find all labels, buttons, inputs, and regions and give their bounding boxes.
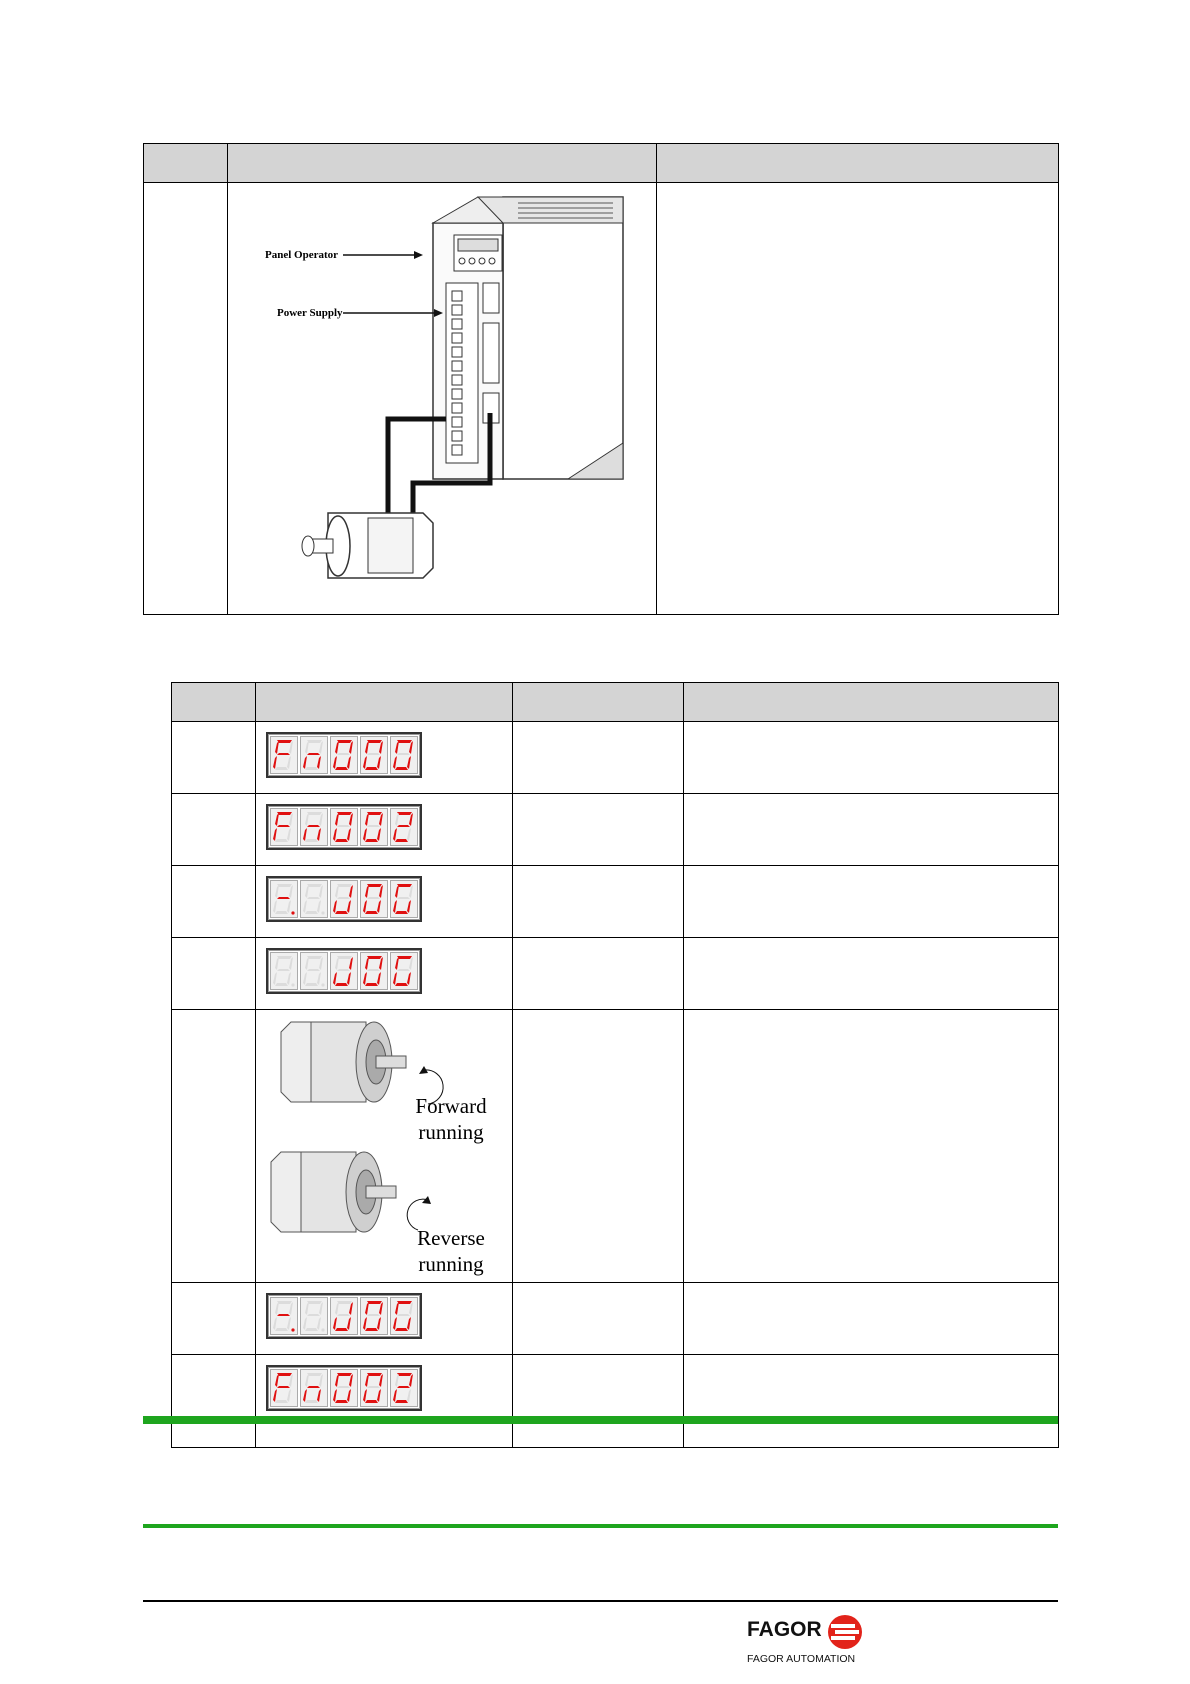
led-segment	[333, 1317, 337, 1330]
led-segment	[337, 825, 350, 827]
led-segment	[305, 911, 318, 914]
led-digit	[300, 952, 328, 990]
description-cell	[684, 938, 1059, 1010]
led-segment	[347, 756, 351, 769]
led-segment	[303, 1389, 307, 1402]
forward-running-caption-line2: running	[418, 1120, 484, 1144]
led-digit	[330, 880, 358, 918]
forward-running-caption-line1: Forward	[415, 1094, 487, 1118]
led-digit	[270, 808, 298, 846]
led-segment	[363, 828, 367, 841]
led-segment	[275, 1374, 279, 1387]
led-segment	[273, 756, 277, 769]
led-decimal-point	[291, 911, 294, 914]
led-segment	[277, 956, 292, 959]
led-digit	[330, 1297, 358, 1335]
led-segment	[287, 1317, 291, 1330]
led-segment	[363, 756, 367, 769]
table-row	[172, 794, 1059, 866]
led-segment	[347, 828, 351, 841]
panel-operator-label: Panel Operator	[265, 249, 339, 261]
led-segment	[337, 884, 352, 887]
led-segment	[337, 956, 352, 959]
jog-steps-table	[171, 682, 1059, 1448]
led-segment	[337, 1301, 352, 1304]
led-segment	[275, 911, 288, 914]
led-segment	[305, 885, 309, 898]
led-segment	[275, 813, 279, 826]
description-cell	[684, 1010, 1059, 1283]
led-segment	[273, 1317, 277, 1330]
table-row	[172, 1010, 1059, 1283]
led-segment	[305, 1328, 318, 1331]
connection-table	[143, 143, 1059, 615]
led-segment	[397, 884, 412, 887]
description-cell	[684, 866, 1059, 938]
led-segment	[307, 897, 320, 899]
led-segment	[287, 900, 291, 913]
led-segment	[393, 972, 397, 985]
led-segment	[377, 1317, 381, 1330]
led-digit	[330, 952, 358, 990]
led-segment	[407, 972, 411, 985]
led-segment	[335, 957, 339, 970]
step-cell	[172, 1283, 256, 1355]
led-segment	[347, 1389, 351, 1402]
led-segment	[367, 825, 380, 827]
led-segment	[397, 897, 410, 899]
led-segment	[395, 1374, 399, 1387]
led-segment	[307, 812, 322, 815]
led-segment	[363, 972, 367, 985]
led-segment	[287, 1389, 291, 1402]
header-cell	[684, 683, 1059, 722]
led-segment	[395, 767, 408, 770]
led-segment	[307, 956, 322, 959]
led-decimal-point	[321, 983, 324, 986]
led-segment	[365, 741, 369, 754]
led-segment	[393, 756, 397, 769]
led-segment	[365, 1374, 369, 1387]
led-digit	[360, 880, 388, 918]
led-segment	[337, 753, 350, 755]
led-segment	[275, 983, 288, 986]
description-cell	[684, 794, 1059, 866]
led-segment	[307, 969, 320, 971]
led-segment	[337, 740, 352, 743]
led-segment	[277, 1301, 292, 1304]
green-divider-bottom	[143, 1524, 1058, 1528]
led-digit	[390, 1297, 418, 1335]
led-segment	[365, 1400, 378, 1403]
led-segment	[395, 983, 408, 986]
led-segment	[393, 900, 397, 913]
led-segment	[335, 885, 339, 898]
led-display	[266, 804, 422, 850]
led-segment	[333, 756, 337, 769]
led-digit	[360, 1297, 388, 1335]
led-digit	[330, 736, 358, 774]
key-cell	[513, 794, 684, 866]
led-display	[266, 948, 422, 994]
led-segment	[277, 825, 290, 827]
led-segment	[367, 884, 382, 887]
led-segment	[363, 1317, 367, 1330]
led-segment	[307, 825, 320, 827]
led-segment	[397, 1373, 412, 1376]
led-segment	[307, 740, 322, 743]
table-row	[172, 866, 1059, 938]
led-segment	[273, 828, 277, 841]
led-segment	[407, 900, 411, 913]
fagor-mark-icon	[827, 1614, 863, 1650]
led-decimal-point	[291, 983, 294, 986]
description-cell	[684, 722, 1059, 794]
led-digit	[300, 1297, 328, 1335]
description-cell	[684, 1283, 1059, 1355]
led-segment	[317, 900, 321, 913]
display-cell	[256, 866, 513, 938]
led-segment	[307, 884, 322, 887]
led-segment	[397, 812, 412, 815]
led-segment	[333, 828, 337, 841]
led-digit	[270, 1297, 298, 1335]
led-segment	[397, 1314, 410, 1316]
header-cell	[144, 144, 228, 183]
servo-drive-diagram	[228, 183, 657, 614]
led-segment	[393, 828, 397, 841]
reverse-running-caption-line1: Reverse	[417, 1226, 485, 1250]
fagor-logo	[745, 1610, 865, 1672]
led-display	[266, 1365, 422, 1411]
led-segment	[397, 753, 410, 755]
led-segment	[367, 1386, 380, 1388]
key-cell	[513, 1283, 684, 1355]
led-segment	[365, 813, 369, 826]
led-segment	[335, 1400, 348, 1403]
led-segment	[335, 1374, 339, 1387]
led-segment	[363, 1389, 367, 1402]
step-cell	[172, 1355, 256, 1448]
led-segment	[393, 1317, 397, 1330]
led-segment	[335, 1328, 348, 1331]
led-segment	[307, 1314, 320, 1316]
led-segment	[377, 828, 381, 841]
led-segment	[367, 753, 380, 755]
led-segment	[277, 1386, 290, 1388]
led-segment	[365, 1302, 369, 1315]
reverse-running-caption-line2: running	[418, 1252, 484, 1276]
led-segment	[277, 753, 290, 755]
led-digit	[360, 808, 388, 846]
led-digit	[270, 1369, 298, 1407]
led-segment	[397, 825, 410, 827]
led-digit	[390, 808, 418, 846]
led-segment	[335, 839, 348, 842]
led-digit	[300, 1369, 328, 1407]
led-segment	[337, 897, 350, 899]
led-segment	[273, 972, 277, 985]
key-cell	[513, 866, 684, 938]
led-segment	[367, 956, 382, 959]
led-digit	[330, 1369, 358, 1407]
header-cell	[513, 683, 684, 722]
led-segment	[363, 900, 367, 913]
header-cell	[256, 683, 513, 722]
led-segment	[337, 1373, 352, 1376]
header-cell	[228, 144, 657, 183]
led-segment	[317, 972, 321, 985]
led-segment	[337, 969, 350, 971]
led-segment	[367, 1373, 382, 1376]
led-segment	[365, 767, 378, 770]
display-cell	[256, 938, 513, 1010]
led-segment	[305, 1400, 318, 1403]
step-cell	[172, 866, 256, 938]
led-digit	[390, 736, 418, 774]
led-digit	[390, 880, 418, 918]
led-segment	[277, 1314, 290, 1316]
led-segment	[397, 956, 412, 959]
led-segment	[377, 1389, 381, 1402]
led-segment	[277, 740, 292, 743]
led-segment	[275, 957, 279, 970]
led-segment	[393, 1389, 397, 1402]
led-segment	[407, 828, 411, 841]
led-segment	[273, 1389, 277, 1402]
led-segment	[397, 1301, 412, 1304]
led-segment	[307, 1301, 322, 1304]
led-digit	[390, 952, 418, 990]
led-segment	[407, 1317, 411, 1330]
led-segment	[395, 911, 408, 914]
led-segment	[275, 1328, 288, 1331]
led-segment	[275, 767, 288, 770]
led-segment	[347, 972, 351, 985]
led-digit	[390, 1369, 418, 1407]
led-digit	[270, 952, 298, 990]
led-segment	[377, 756, 381, 769]
led-digit	[270, 880, 298, 918]
led-segment	[395, 1302, 399, 1315]
led-segment	[275, 1302, 279, 1315]
led-digit	[360, 1369, 388, 1407]
led-segment	[395, 839, 408, 842]
table-row	[172, 1283, 1059, 1355]
led-segment	[275, 1400, 288, 1403]
led-segment	[277, 897, 290, 899]
led-segment	[367, 740, 382, 743]
led-segment	[303, 900, 307, 913]
table-header-row	[144, 144, 1059, 183]
led-segment	[305, 813, 309, 826]
step-cell	[172, 722, 256, 794]
display-cell	[256, 1283, 513, 1355]
green-divider-top	[143, 1416, 1058, 1424]
led-segment	[395, 1400, 408, 1403]
led-segment	[303, 1317, 307, 1330]
led-segment	[307, 1373, 322, 1376]
drive-diagram-cell	[228, 183, 657, 615]
led-segment	[333, 972, 337, 985]
led-segment	[277, 1373, 292, 1376]
led-display	[266, 876, 422, 922]
step-cell	[172, 938, 256, 1010]
led-segment	[305, 983, 318, 986]
led-segment	[275, 885, 279, 898]
led-segment	[287, 756, 291, 769]
led-segment	[395, 1328, 408, 1331]
led-display	[266, 732, 422, 778]
display-cell	[256, 722, 513, 794]
led-segment	[347, 1317, 351, 1330]
led-segment	[317, 756, 321, 769]
brand-name: FAGOR	[747, 1618, 822, 1641]
led-segment	[335, 911, 348, 914]
led-digit	[360, 952, 388, 990]
led-segment	[305, 741, 309, 754]
led-segment	[277, 884, 292, 887]
led-segment	[305, 957, 309, 970]
led-segment	[307, 1386, 320, 1388]
led-segment	[333, 900, 337, 913]
led-digit	[270, 736, 298, 774]
header-cell	[657, 144, 1059, 183]
led-segment	[367, 1314, 380, 1316]
led-segment	[303, 756, 307, 769]
key-cell	[513, 1010, 684, 1283]
led-segment	[397, 740, 412, 743]
led-segment	[337, 1314, 350, 1316]
led-decimal-point	[291, 1328, 294, 1331]
led-segment	[287, 972, 291, 985]
led-segment	[275, 839, 288, 842]
led-segment	[303, 972, 307, 985]
led-segment	[365, 983, 378, 986]
display-cell	[256, 1355, 513, 1448]
key-cell	[513, 722, 684, 794]
step-cell	[172, 1010, 256, 1283]
description-cell	[684, 1355, 1059, 1448]
table-row	[172, 938, 1059, 1010]
led-segment	[367, 812, 382, 815]
led-segment	[365, 1328, 378, 1331]
led-segment	[337, 812, 352, 815]
power-supply-label: Power Supply	[277, 307, 343, 319]
motor-figure-cell	[256, 1010, 513, 1283]
led-segment	[333, 1389, 337, 1402]
key-cell	[513, 938, 684, 1010]
led-segment	[397, 969, 410, 971]
table-cell	[657, 183, 1059, 615]
led-segment	[335, 741, 339, 754]
led-segment	[307, 753, 320, 755]
led-segment	[337, 1386, 350, 1388]
table-header-row	[172, 683, 1059, 722]
led-decimal-point	[321, 911, 324, 914]
led-segment	[335, 983, 348, 986]
led-segment	[367, 897, 380, 899]
led-segment	[395, 957, 399, 970]
led-digit	[300, 736, 328, 774]
led-segment	[365, 957, 369, 970]
led-segment	[365, 839, 378, 842]
led-segment	[317, 1389, 321, 1402]
header-cell	[172, 683, 256, 722]
led-segment	[275, 741, 279, 754]
display-cell	[256, 794, 513, 866]
led-segment	[335, 767, 348, 770]
led-segment	[367, 969, 380, 971]
led-segment	[287, 828, 291, 841]
led-segment	[335, 813, 339, 826]
led-segment	[305, 1302, 309, 1315]
led-segment	[305, 767, 318, 770]
led-segment	[347, 900, 351, 913]
led-segment	[303, 828, 307, 841]
led-segment	[365, 911, 378, 914]
led-segment	[377, 900, 381, 913]
led-display	[266, 1293, 422, 1339]
led-segment	[407, 756, 411, 769]
led-segment	[377, 972, 381, 985]
led-segment	[397, 1386, 410, 1388]
led-segment	[305, 1374, 309, 1387]
key-cell	[513, 1355, 684, 1448]
led-segment	[395, 813, 399, 826]
led-segment	[305, 839, 318, 842]
led-segment	[407, 1389, 411, 1402]
led-segment	[367, 1301, 382, 1304]
led-segment	[365, 885, 369, 898]
led-segment	[335, 1302, 339, 1315]
led-segment	[395, 885, 399, 898]
led-decimal-point	[321, 1328, 324, 1331]
led-segment	[273, 900, 277, 913]
brand-subtitle: FAGOR AUTOMATION	[747, 1653, 856, 1665]
led-segment	[395, 741, 399, 754]
led-segment	[317, 828, 321, 841]
table-row	[172, 1355, 1059, 1448]
led-segment	[277, 969, 290, 971]
step-cell	[172, 794, 256, 866]
led-segment	[317, 1317, 321, 1330]
led-digit	[300, 808, 328, 846]
table-row	[144, 183, 1059, 615]
led-segment	[277, 812, 292, 815]
led-digit	[330, 808, 358, 846]
table-cell	[144, 183, 228, 615]
footer-rule	[143, 1600, 1058, 1602]
led-digit	[360, 736, 388, 774]
led-digit	[300, 880, 328, 918]
table-row	[172, 722, 1059, 794]
